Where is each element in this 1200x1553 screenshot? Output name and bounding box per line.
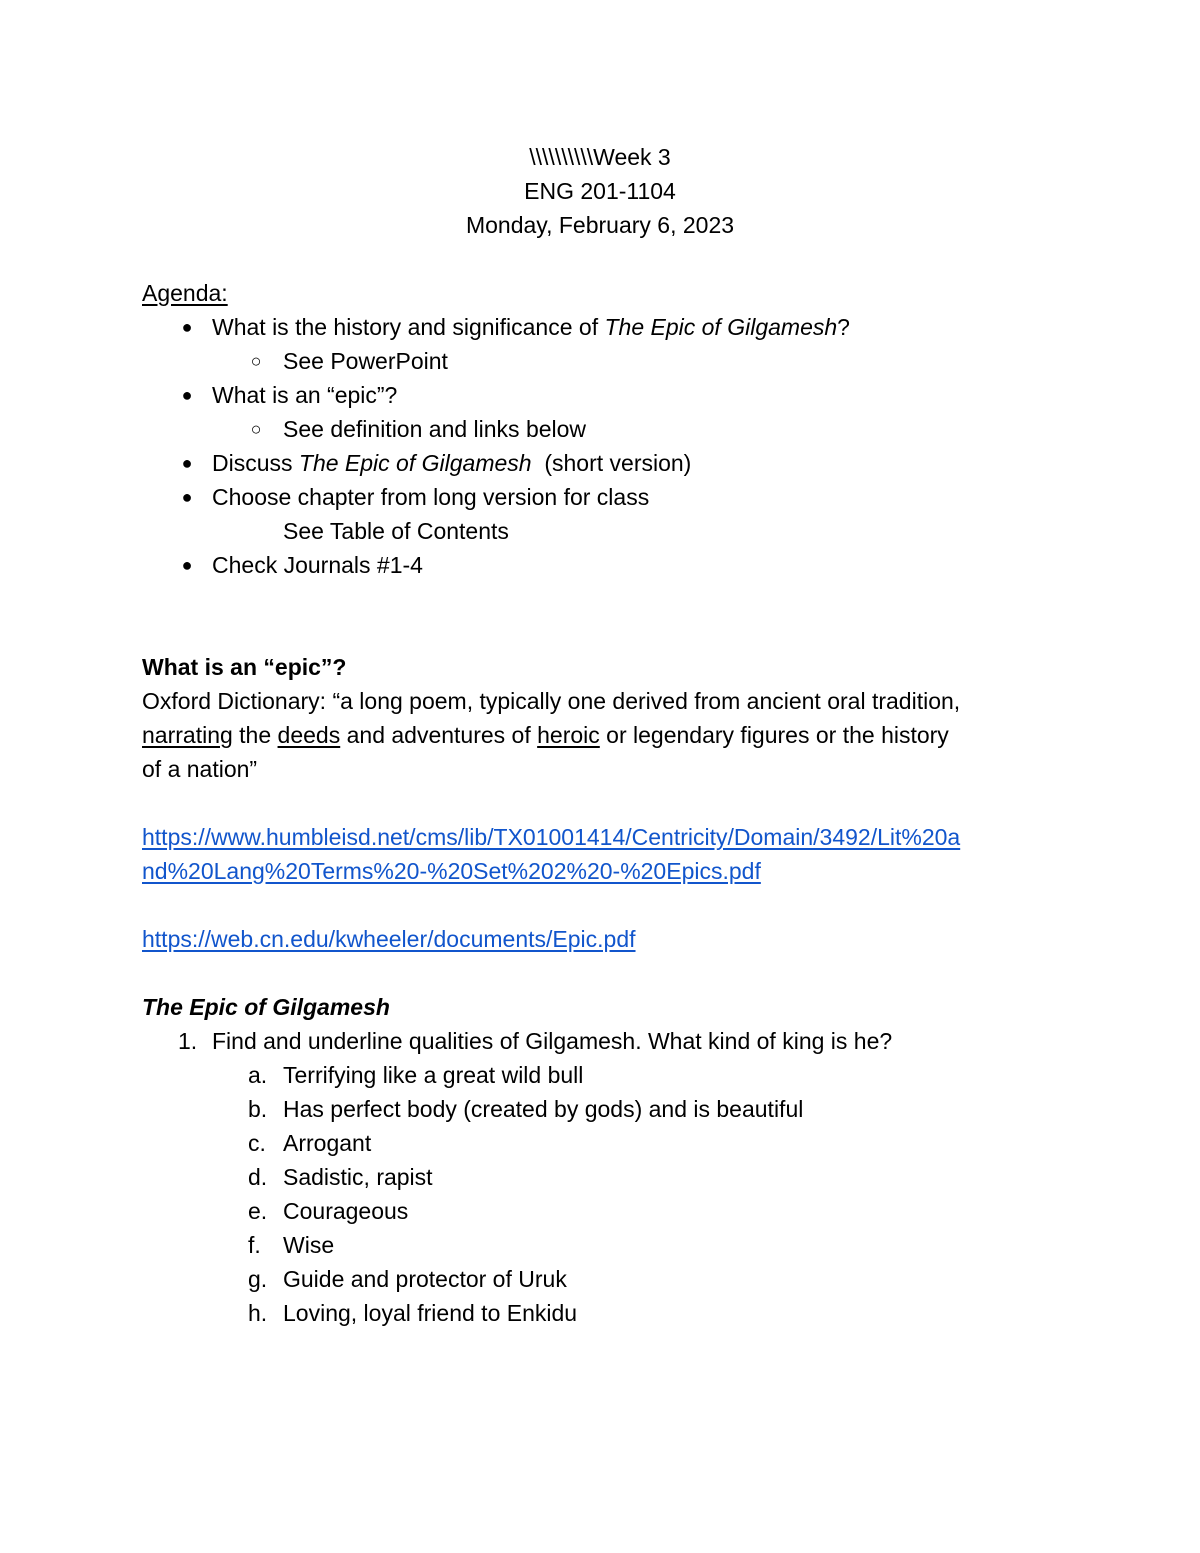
quality-marker: b. xyxy=(248,1096,268,1122)
question-number: 1. xyxy=(178,1028,198,1054)
agenda-item-text: Choose chapter from long version for class xyxy=(212,484,650,510)
underlined-word: heroic xyxy=(537,722,600,748)
humbleisd-link[interactable]: https://www.humbleisd.net/cms/lib/TX01001414/Centricity/Domain/3492/Lit%20a xyxy=(142,824,961,850)
agenda-indented-note xyxy=(142,514,1062,548)
quality-text: Arrogant xyxy=(283,1130,372,1156)
cn-edu-link[interactable]: https://web.cn.edu/kwheeler/documents/Epic.pdf xyxy=(142,926,636,952)
bullet-icon: ● xyxy=(181,555,193,575)
quality-text: Terrifying like a great wild bull xyxy=(283,1062,584,1088)
agenda-subitem xyxy=(142,412,1062,446)
definition-line: narrating the deeds and adventures of heroic or legendary figures or the history xyxy=(142,722,949,748)
quality-item xyxy=(142,1126,1062,1160)
question-text: Find and underline qualities of Gilgamesh. What kind of king is he? xyxy=(212,1028,893,1054)
spacer xyxy=(142,616,1062,650)
agenda-note-text: See Table of Contents xyxy=(283,518,509,544)
quality-text: Courageous xyxy=(283,1198,409,1224)
quality-item xyxy=(142,1228,1062,1262)
agenda-item xyxy=(142,548,1062,582)
agenda-item xyxy=(142,378,1062,412)
agenda-item xyxy=(142,446,1062,480)
work-title: The Epic of Gilgamesh xyxy=(298,450,532,476)
quality-marker: h. xyxy=(248,1300,268,1326)
quality-item xyxy=(142,1160,1062,1194)
quality-marker: a. xyxy=(248,1062,268,1088)
definition-line: Oxford Dictionary: “a long poem, typically one derived from ancient oral tradition, xyxy=(142,688,961,714)
course-code: ENG 201-1104 xyxy=(524,178,676,204)
quality-text: Has perfect body (created by gods) and is beautiful xyxy=(283,1096,804,1122)
agenda-subitem-text: See definition and links below xyxy=(283,416,587,442)
agenda-item xyxy=(142,310,1062,344)
quality-item xyxy=(142,1058,1062,1092)
epic-link-humbleisd xyxy=(142,820,1058,888)
bullet-icon: ● xyxy=(181,453,193,473)
humbleisd-link-continued[interactable]: nd%20Lang%20Terms%20-%20Set%202%20-%20Epics.pdf xyxy=(142,858,761,884)
underlined-word: narrating xyxy=(142,722,233,748)
quality-text: Wise xyxy=(283,1232,335,1258)
agenda-item-text: Discuss The Epic of Gilgamesh (short version) xyxy=(212,450,692,476)
spacer xyxy=(142,888,1062,922)
agenda-item xyxy=(142,480,1062,514)
epic-definition xyxy=(142,684,1058,786)
epic-link-cn xyxy=(142,922,1062,956)
spacer xyxy=(142,242,1062,276)
bullet-icon: ● xyxy=(181,385,193,405)
spacer xyxy=(142,956,1062,990)
quality-item xyxy=(142,1092,1062,1126)
bullet-icon: ● xyxy=(181,487,193,507)
spacer xyxy=(142,582,1062,616)
class-date: Monday, February 6, 2023 xyxy=(465,212,735,238)
definition-line: of a nation” xyxy=(142,756,258,782)
agenda-item-text: Check Journals #1-4 xyxy=(212,552,423,578)
quality-text: Guide and protector of Uruk xyxy=(283,1266,567,1292)
work-title: The Epic of Gilgamesh xyxy=(604,314,838,340)
agenda-item-text: What is the history and significance of The Epic of Gilgamesh? xyxy=(212,314,850,340)
spacer xyxy=(142,786,1062,820)
hollow-bullet-icon: ○ xyxy=(250,419,262,439)
agenda-subitem-text: See PowerPoint xyxy=(283,348,448,374)
quality-marker: f. xyxy=(248,1232,261,1258)
quality-marker: c. xyxy=(248,1130,266,1156)
agenda-heading xyxy=(142,276,1062,310)
epic-heading: What is an “epic”? xyxy=(142,654,347,680)
quality-item xyxy=(142,1262,1062,1296)
agenda-item-text: What is an “epic”? xyxy=(212,382,398,408)
quality-text: Sadistic, rapist xyxy=(283,1164,433,1190)
quality-item xyxy=(142,1194,1062,1228)
quality-marker: e. xyxy=(248,1198,268,1224)
quality-marker: d. xyxy=(248,1164,268,1190)
question-item xyxy=(142,1024,1062,1058)
quality-text: Loving, loyal friend to Enkidu xyxy=(283,1300,578,1326)
agenda-subitem xyxy=(142,344,1062,378)
underlined-word: deeds xyxy=(277,722,341,748)
quality-item xyxy=(142,1296,1062,1330)
hollow-bullet-icon: ○ xyxy=(250,351,262,371)
week-heading: \\\\\\\\\\Week 3 xyxy=(529,144,671,170)
agenda-heading-text: Agenda: xyxy=(142,280,228,306)
quality-marker: g. xyxy=(248,1266,268,1292)
document-page xyxy=(142,140,1062,1330)
bullet-icon: ● xyxy=(181,317,193,337)
gilgamesh-heading: The Epic of Gilgamesh xyxy=(142,994,390,1020)
